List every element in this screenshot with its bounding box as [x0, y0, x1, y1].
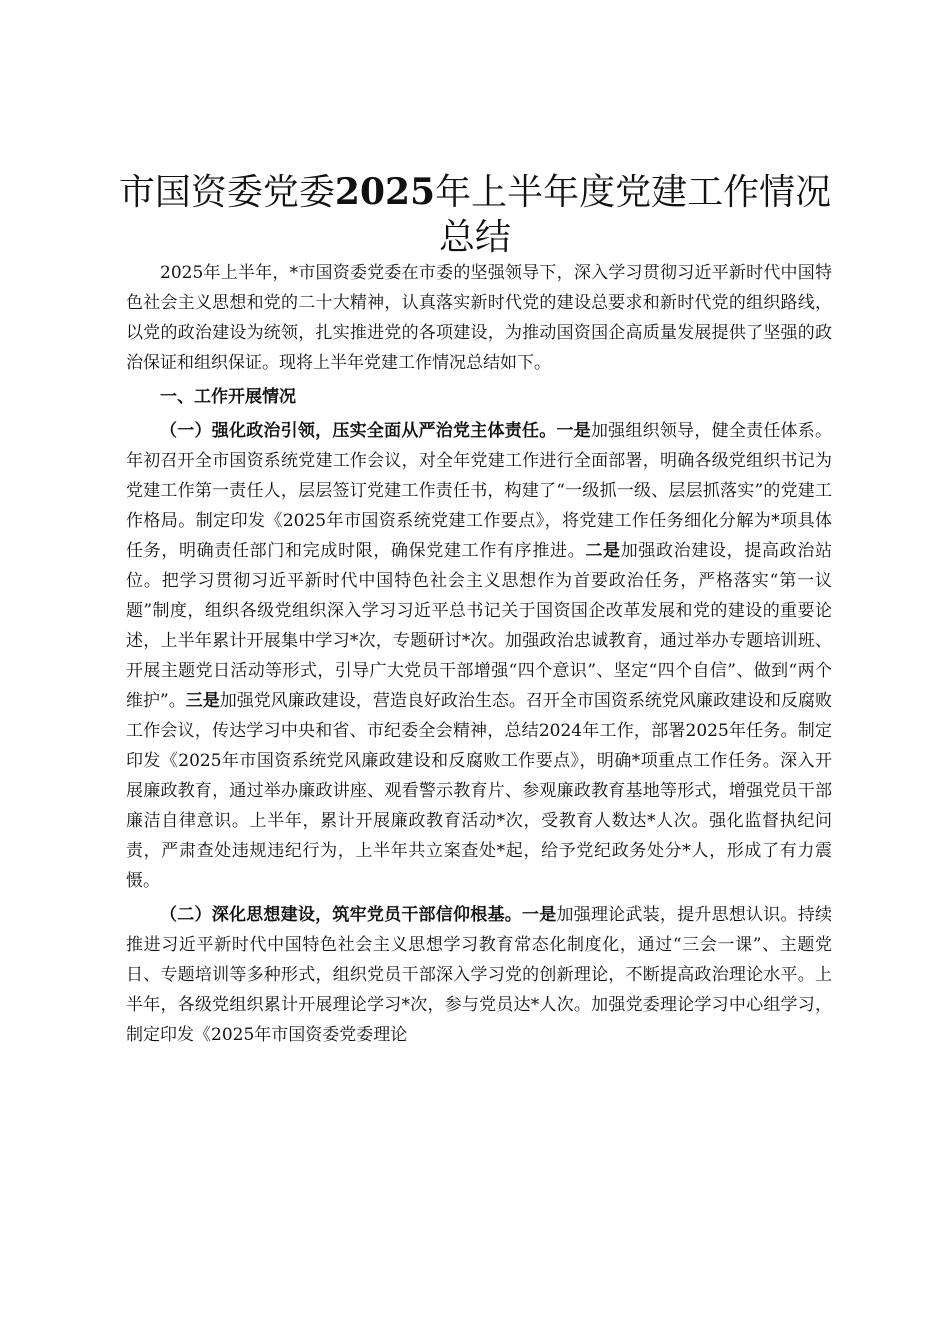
section-1-paragraph	[126, 416, 832, 896]
section-2-lead-1: 一是	[521, 905, 557, 925]
section-1-lead-2: 二是	[585, 541, 621, 561]
document-title-line1	[100, 170, 850, 215]
section-2-title: （二）深化思想建设，筑牢党员干部信仰根基。	[160, 905, 522, 925]
section-1-lead-3: 三是	[185, 691, 220, 711]
title-suffix: 年上半年度党建工作情况	[435, 172, 832, 213]
section-1-lead-1: 一是	[556, 421, 591, 441]
document-body	[126, 258, 832, 1050]
section-1-text-3: 加强党风廉政建设，营造良好政治生态。召开全市国资系统党风廉政建设和反腐败工作会议，传达学习中央和省、市纪委全会精神，总结2024年工作，部署2025年任务。制定印发《2025年市国资系统党风廉政建设和反腐败工作要点》，明确*项重点工作任务。深入开展廉政教育，通过举办廉政讲座、观看警示教育片、参观廉政教育基地等形式，增强党员干部廉洁自律意识。上半年，累计开展廉政教育活动*次，受教育人数达*人次。强化监督执纪问责，严肃查处违规违纪行为，上半年共立案查处*起，给予党纪政务处分*人，形成了有力震慑。	[126, 691, 833, 891]
section-2-text-1: 加强理论武装，提升思想认识。持续推进习近平新时代中国特色社会主义思想学习教育常态化制度化，通过“三会一课”、主题党日、专题培训等多种形式，组织党员干部深入学习党的创新理论，不断提高政治理论水平。上半年，各级党组织累计开展理论学习*次，参与党员达*人次。加强党委理论学习中心组学习，制定印发《2025年市国资委党委理论	[126, 905, 833, 1045]
section-1-text-1: 加强组织领导，健全责任体系。年初召开全市国资系统党建工作会议，对全年党建工作进行全面部署，明确各级党组织书记为党建工作第一责任人，层层签订党建工作责任书，构建了“一级抓一级、层层抓落实”的党建工作格局。制定印发《2025年市国资系统党建工作要点》，将党建工作任务细化分解为*项具体任务，明确责任部门和完成时限，确保党建工作有序推进。	[126, 421, 833, 561]
title-prefix: 市国资委党委	[118, 172, 335, 213]
document-title-line2: 总结	[438, 217, 511, 258]
intro-paragraph: 2025年上半年，*市国资委党委在市委的坚强领导下，深入学习贯彻习近平新时代中国特色社会主义思想和党的二十大精神，认真落实新时代党的建设总要求和新时代党的组织路线，以党的政治建设为统领，扎实推进党的各项建设，为推动国资国企高质量发展提供了坚强的政治保证和组织保证。现将上半年党建工作情况总结如下。	[126, 263, 832, 373]
heading-work-status: 一、工作开展情况	[160, 387, 296, 407]
section-1-title: （一）强化政治引领，压实全面从严治党主体责任。	[160, 421, 557, 441]
section-1-text-2: 加强政治建设，提高政治站位。把学习贯彻习近平新时代中国特色社会主义思想作为首要政治任务，严格落实“第一议题”制度，组织各级党组织深入学习习近平总书记关于国资国企改革发展和党的建设的重要论述，上半年累计开展集中学习*次，专题研讨*次。加强政治忠诚教育，通过举办专题培训班、开展主题党日活动等形式，引导广大党员干部增强“四个意识”、坚定“四个自信”、做到“两个维护”。	[126, 541, 833, 711]
section-2-paragraph	[126, 900, 832, 1050]
title-year: 2025	[334, 171, 436, 213]
